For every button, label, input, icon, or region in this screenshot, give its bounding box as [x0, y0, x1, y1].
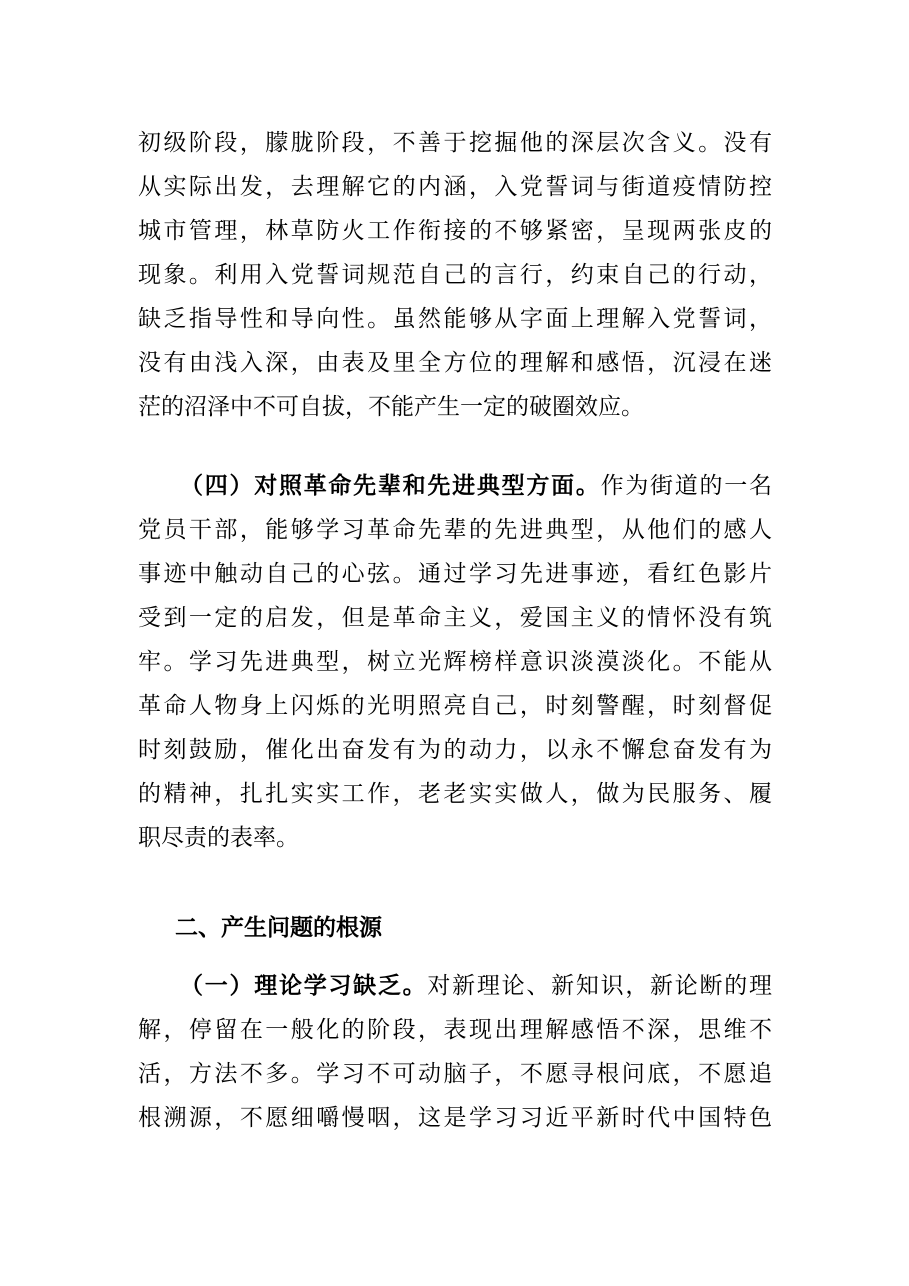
lead-text: 作为街道的一名 [600, 473, 773, 499]
text-line: 根溯源，不愿细嚼慢咽，这是学习习近平新时代中国特色 [138, 1105, 772, 1131]
text-line: 革命人物身上闪烁的光明照亮自己，时刻警醒，时刻督促 [138, 693, 772, 719]
text-line: 事迹中触动自己的心弦。通过学习先进事迹，看红色影片 [138, 561, 772, 587]
text-line: 茫的沼泽中不可自拔，不能产生一定的破圈效应。 [138, 394, 644, 420]
paragraph-lead-line [180, 468, 772, 504]
text-line: 职尽责的表率。 [138, 825, 299, 851]
text-line: 活，方法不多。学习不可动脑子，不愿寻根问底，不愿追 [138, 1061, 772, 1087]
text-line: 受到一定的启发，但是革命主义，爱国主义的情怀没有筑 [138, 605, 772, 631]
text-line: 城市管理，林草防火工作衔接的不够紧密，呈现两张皮的 [138, 218, 772, 244]
lead-text: 对新理论、新知识，新论断的理 [427, 973, 773, 999]
subheading-four: （四）对照革命先辈和先进典型方面。 [180, 473, 601, 499]
text-line: 时刻鼓励，催化出奋发有为的动力，以永不懈怠奋发有为 [138, 737, 772, 763]
section-heading: 二、产生问题的根源 [175, 915, 382, 941]
text-line: 解，停留在一般化的阶段，表现出理解感悟不深，思维不 [138, 1017, 772, 1043]
text-line: 党员干部，能够学习革命先辈的先进典型，从他们的感人 [138, 517, 772, 543]
paragraph-lead-line [180, 968, 772, 1004]
text-line: 现象。利用入党誓词规范自己的言行，约束自己的行动， [138, 262, 772, 288]
text-line: 缺乏指导性和导向性。虽然能够从字面上理解入党誓词， [138, 306, 772, 332]
subheading-one: （一）理论学习缺乏。 [180, 973, 428, 999]
text-line: 从实际出发，去理解它的内涵，入党誓词与街道疫情防控 [138, 174, 772, 200]
text-line: 的精神，扎扎实实工作，老老实实做人，做为民服务、履 [138, 781, 772, 807]
text-line: 牢。学习先进典型，树立光辉榜样意识淡漠淡化。不能从 [138, 649, 772, 675]
text-line: 初级阶段，朦胧阶段，不善于挖掘他的深层次含义。没有 [138, 130, 772, 156]
text-line: 没有由浅入深，由表及里全方位的理解和感悟，沉浸在迷 [138, 350, 772, 376]
